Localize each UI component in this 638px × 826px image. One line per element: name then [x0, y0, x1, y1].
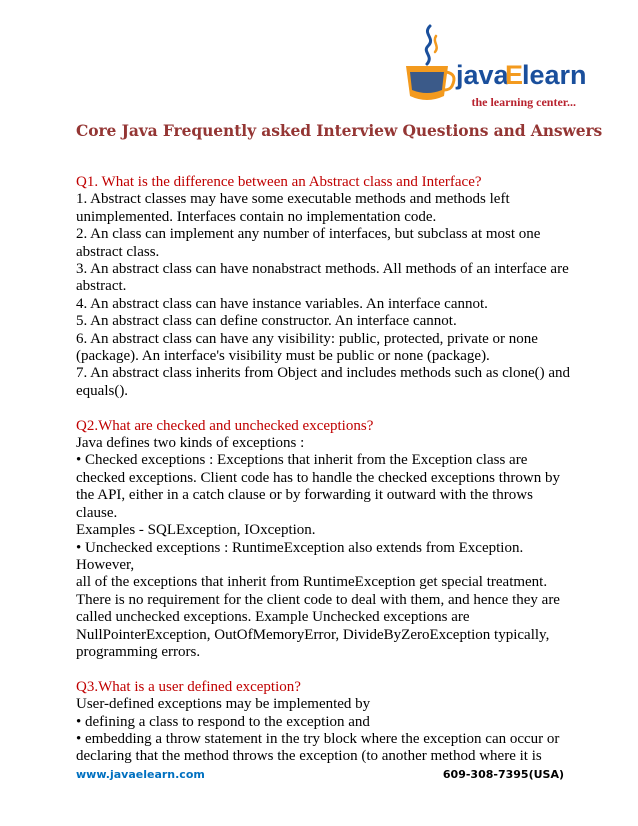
- page-title: Core Java Frequently asked Interview Questions and Answers: [76, 121, 603, 140]
- answer-line: Java defines two kinds of exceptions :: [76, 435, 305, 452]
- logo-brand-learn: learn: [522, 60, 587, 90]
- answer-line: 4. An abstract class can have instance variables. An interface cannot.: [76, 295, 488, 312]
- answer-line: 1. Abstract classes may have some executable methods and methods left: [76, 191, 510, 208]
- answer-line: • Unchecked exceptions : RuntimeException also extends from Exception.: [76, 539, 524, 556]
- footer-website-link[interactable]: www.javaelearn.com: [76, 768, 205, 781]
- answer-line: equals().: [76, 382, 129, 399]
- answer-line: There is no requirement for the client code to deal with them, and hence they are: [76, 591, 560, 608]
- answer-line: 6. An abstract class can have any visibility: public, protected, private or none: [76, 330, 538, 347]
- answer-line: programming errors.: [76, 643, 201, 660]
- answer-line: called unchecked exceptions. Example Unchecked exceptions are: [76, 609, 470, 626]
- paragraph-gap: [76, 400, 566, 417]
- steam-swirl-small: [435, 36, 437, 52]
- answer-line: User-defined exceptions may be implemented by: [76, 696, 371, 713]
- question-heading: Q2.What are checked and unchecked exceptions?: [76, 417, 374, 434]
- answer-line: NullPointerException, OutOfMemoryError, DivideByZeroException typically,: [76, 626, 550, 643]
- answer-line: declaring that the method throws the exception (to another method where it is: [76, 748, 542, 765]
- logo-brand-e: E: [505, 60, 524, 90]
- answer-line: clause.: [76, 504, 118, 521]
- steam-swirl: [426, 26, 430, 64]
- footer-phone: 609-308-7395(USA): [442, 768, 564, 781]
- paragraph-gap: [76, 661, 566, 678]
- logo-tagline: the learning center...: [471, 95, 576, 109]
- answer-line: abstract class.: [76, 243, 160, 260]
- coffee-cup-band: [410, 72, 444, 93]
- answer-line: (package). An interface's visibility must be public or none (package).: [76, 348, 490, 365]
- logo-brand-java: java: [456, 60, 509, 90]
- answer-line: 3. An abstract class can have nonabstract methods. All methods of an interface are: [76, 261, 569, 278]
- answer-line: 2. An class can implement any number of interfaces, but subclass at most one: [76, 226, 541, 243]
- answer-line: the API, either in a catch clause or by forwarding it outward with the throws: [76, 487, 533, 504]
- answer-line: Examples - SQLException, IOxception.: [76, 522, 316, 539]
- answer-line: abstract.: [76, 278, 127, 295]
- answer-line: 7. An abstract class inherits from Object and includes methods such as clone() and: [76, 365, 571, 382]
- answer-line: all of the exceptions that inherit from RuntimeException get special treatment.: [76, 574, 548, 591]
- answer-line: • Checked exceptions : Exceptions that inherit from the Exception class are: [76, 452, 528, 469]
- answer-line: • defining a class to respond to the exception and: [76, 713, 370, 730]
- answer-line: • embedding a throw statement in the try block where the exception can occur or: [76, 730, 560, 747]
- qa-content: [76, 174, 571, 766]
- question-heading: Q3.What is a user defined exception?: [76, 678, 301, 695]
- answer-line: unimplemented. Interfaces contain no implementation code.: [76, 208, 437, 225]
- answer-line: checked exceptions. Client code has to handle the checked exceptions thrown by: [76, 469, 560, 486]
- answer-line: However,: [76, 556, 135, 573]
- javaelearn-logo: [400, 22, 587, 114]
- question-heading: Q1. What is the difference between an Abstract class and Interface?: [76, 174, 482, 190]
- answer-line: 5. An abstract class can define constructor. An interface cannot.: [76, 313, 457, 330]
